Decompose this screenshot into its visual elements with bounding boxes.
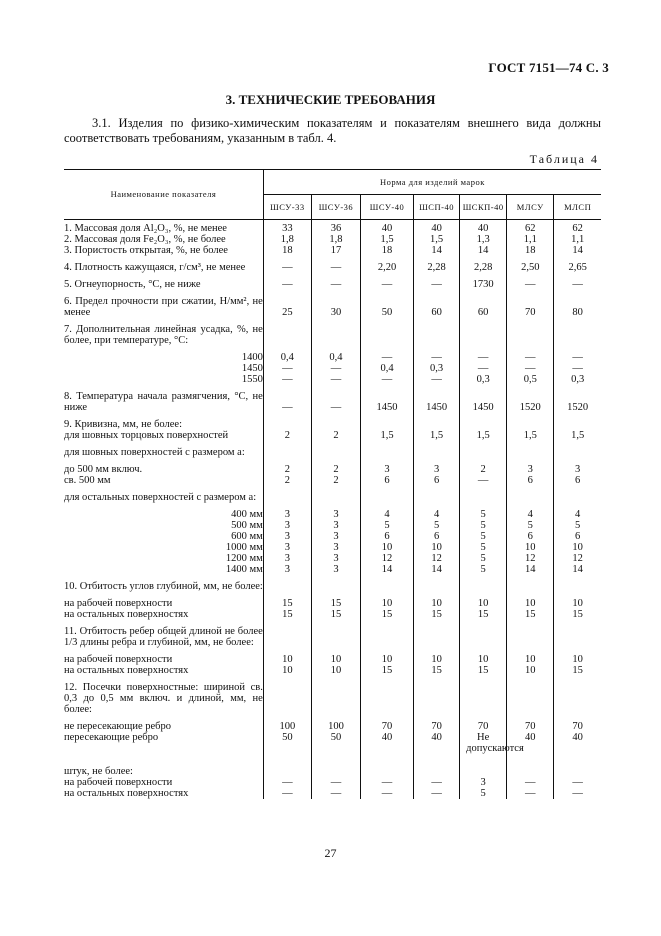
cell: 2 [460, 464, 507, 475]
cell: 70 [414, 721, 460, 732]
cell: 33 [263, 223, 311, 234]
cell: 10 [460, 654, 507, 665]
row-label: на рабочей поверхности [64, 777, 173, 788]
cell: 10 [554, 542, 601, 553]
row-r11a [64, 654, 601, 665]
cell: 14 [554, 245, 601, 256]
cell: — [414, 279, 460, 290]
row-r11 [64, 626, 601, 648]
cell: 0,5 [507, 374, 554, 385]
cell: — [414, 374, 460, 385]
cell: — [311, 777, 360, 788]
row-label: 500 мм [231, 520, 263, 531]
cell: 30 [311, 296, 360, 318]
cell: — [507, 352, 554, 363]
cell: 3 [263, 520, 311, 531]
cell: 18 [507, 245, 554, 256]
page-header: ГОСТ 7151—74 С. 3 [488, 60, 609, 75]
cell: 15 [263, 609, 311, 620]
cell: 1520 [507, 391, 554, 413]
cell: 5 [507, 520, 554, 531]
row-label: 1450 [241, 363, 263, 374]
cell: 3 [507, 464, 554, 475]
grade-header: ШСУ-36 [311, 195, 360, 220]
cell: 3 [311, 542, 360, 553]
row-r9c [64, 492, 601, 503]
cell: 5 [460, 564, 507, 575]
cell: — [507, 777, 554, 788]
cell: 1,3 [460, 234, 507, 245]
cell: 15 [460, 665, 507, 676]
row-r10a [64, 598, 601, 609]
cell: 0,4 [360, 363, 413, 374]
row-r12 [64, 682, 601, 715]
cell: 1,5 [507, 430, 554, 441]
cell: 15 [414, 609, 460, 620]
row-r10b [64, 609, 601, 620]
row-r3 [64, 245, 601, 256]
row-label: св. 500 мм [64, 475, 111, 486]
row-r10 [64, 581, 601, 592]
cell: 5 [414, 520, 460, 531]
cell: — [263, 788, 311, 799]
cell: 12 [360, 553, 413, 564]
cell: 1,1 [507, 234, 554, 245]
row-label: на остальных поверхностях [64, 609, 189, 620]
cell: — [360, 279, 413, 290]
cell: 15 [460, 609, 507, 620]
cell: 14 [360, 564, 413, 575]
grade-header: ШСУ-33 [263, 195, 311, 220]
cell: 10 [554, 654, 601, 665]
cell: 12 [554, 553, 601, 564]
row-label: 12. Посечки поверхностные: шириной св. 0,3 до 0,5 мм включ. и длиной, мм, не более: [64, 682, 263, 715]
row-label: пересекающие ребро [64, 732, 159, 743]
cell: 3 [311, 531, 360, 542]
row-r9c3 [64, 531, 601, 542]
row-label: 400 мм [231, 509, 263, 520]
cell: 3 [311, 564, 360, 575]
row-label: 1550 [241, 374, 263, 385]
cell: 6 [554, 531, 601, 542]
cell: 40 [554, 732, 601, 754]
header-norm: Норма для изделий марок [263, 170, 601, 195]
row-label: штук, не более: [64, 766, 133, 777]
cell: 1450 [460, 391, 507, 413]
cell: 10 [360, 598, 413, 609]
cell: 3 [311, 553, 360, 564]
row-label: на рабочей поверхности [64, 598, 173, 609]
cell: 4 [414, 509, 460, 520]
row-label: не пересекающие ребро [64, 721, 171, 732]
cell: Не допускаются [460, 732, 507, 754]
cell: 4 [554, 509, 601, 520]
cell: 5 [554, 520, 601, 531]
cell: 14 [414, 245, 460, 256]
row-label: 1400 [241, 352, 263, 363]
row-r12c1 [64, 777, 601, 788]
row-r11b [64, 665, 601, 676]
row-r9a [64, 430, 601, 441]
cell: 3 [263, 564, 311, 575]
row-label: 8. Температура начала размягчения, °С, не ниже [64, 391, 263, 413]
cell: 10 [507, 598, 554, 609]
row-label: 7. Дополнительная линейная усадка, %, не более, при температуре, °С: [64, 324, 263, 346]
cell: 80 [554, 296, 601, 318]
cell: 14 [554, 564, 601, 575]
cell: — [311, 391, 360, 413]
cell: 1520 [554, 391, 601, 413]
cell: 15 [360, 665, 413, 676]
row-label: до 500 мм включ. [64, 464, 143, 475]
cell: 60 [460, 296, 507, 318]
cell: — [311, 363, 360, 374]
cell: 40 [507, 732, 554, 754]
cell: 3 [460, 777, 507, 788]
cell: 2,28 [460, 262, 507, 273]
cell: — [460, 363, 507, 374]
header-name: Наименование показателя [64, 170, 263, 220]
row-label: 2. Массовая доля Fe₂O₃, %, не более [64, 234, 226, 245]
cell: 5 [460, 531, 507, 542]
row-r12a [64, 721, 601, 732]
cell: — [460, 352, 507, 363]
row-label: 3. Пористость открытая, %, не более [64, 245, 228, 256]
cell: 62 [554, 223, 601, 234]
row-r9b1 [64, 464, 601, 475]
cell: — [360, 352, 413, 363]
cell: 40 [360, 223, 413, 234]
cell: 18 [263, 245, 311, 256]
row-label: 10. Отбитость углов глубиной, мм, не более: [64, 581, 263, 592]
cell: — [507, 788, 554, 799]
row-r7 [64, 324, 601, 346]
row-r9 [64, 419, 601, 430]
row-r4 [64, 262, 601, 273]
row-r9c5 [64, 553, 601, 564]
row-r9c4 [64, 542, 601, 553]
row-label: 11. Отбитость ребер общей длиной не более 1/3 длины ребра и глубиной, мм, не более: [64, 626, 263, 648]
cell: 12 [507, 553, 554, 564]
row-r7c [64, 374, 601, 385]
cell: 2,50 [507, 262, 554, 273]
cell: 5 [460, 520, 507, 531]
row-label: для остальных поверхностей с размером a: [64, 492, 257, 503]
row-label: 1000 мм [225, 542, 263, 553]
cell: 3 [311, 520, 360, 531]
cell: 15 [311, 609, 360, 620]
cell: 1,5 [554, 430, 601, 441]
row-label: 1. Массовая доля Al₂O₃, %, не менее [64, 223, 227, 234]
cell: — [263, 262, 311, 273]
cell: 50 [360, 296, 413, 318]
cell: 15 [311, 598, 360, 609]
cell: 1,5 [414, 430, 460, 441]
cell: — [414, 352, 460, 363]
cell: 6 [360, 475, 413, 486]
grade-header: ШСУ-40 [360, 195, 413, 220]
cell: 15 [507, 609, 554, 620]
cell: — [311, 279, 360, 290]
cell: 2 [263, 430, 311, 441]
cell: 14 [414, 564, 460, 575]
row-r12c [64, 766, 601, 777]
cell: 1,8 [311, 234, 360, 245]
cell: 6 [507, 531, 554, 542]
cell: 1450 [360, 391, 413, 413]
cell: 10 [507, 665, 554, 676]
cell: 12 [414, 553, 460, 564]
cell: 10 [263, 654, 311, 665]
row-r5 [64, 279, 601, 290]
cell: 6 [507, 475, 554, 486]
cell: 70 [554, 721, 601, 732]
cell: 10 [460, 598, 507, 609]
cell: 6 [554, 475, 601, 486]
row-label: для шовных торцовых поверхностей [64, 430, 229, 441]
cell: 4 [360, 509, 413, 520]
table-caption: Таблица 4 [529, 152, 599, 166]
cell: 10 [414, 542, 460, 553]
cell: 10 [311, 665, 360, 676]
cell: — [507, 279, 554, 290]
cell: 5 [460, 509, 507, 520]
cell: — [414, 777, 460, 788]
cell: 0,4 [311, 352, 360, 363]
cell: 2 [263, 475, 311, 486]
cell: — [263, 777, 311, 788]
cell: 1,5 [360, 234, 413, 245]
cell: — [414, 788, 460, 799]
row-r9c2 [64, 520, 601, 531]
cell: 10 [507, 654, 554, 665]
cell: — [311, 788, 360, 799]
row-label: для шовных поверхностей с размером a: [64, 447, 245, 458]
cell: 17 [311, 245, 360, 256]
cell: — [360, 374, 413, 385]
cell: 1730 [460, 279, 507, 290]
table-body [64, 220, 601, 800]
row-r9c6 [64, 564, 601, 575]
cell: 100 [263, 721, 311, 732]
cell: 3 [263, 509, 311, 520]
row-label: 9. Кривизна, мм, не более: [64, 419, 183, 430]
cell: — [263, 279, 311, 290]
cell: 0,3 [414, 363, 460, 374]
cell: 5 [360, 520, 413, 531]
row-r7a [64, 352, 601, 363]
cell: 5 [460, 542, 507, 553]
cell: — [311, 374, 360, 385]
cell: 10 [263, 665, 311, 676]
cell: — [311, 262, 360, 273]
row-r1 [64, 223, 601, 234]
cell: 1450 [414, 391, 460, 413]
row-r6 [64, 296, 601, 318]
cell: — [460, 475, 507, 486]
cell: 40 [360, 732, 413, 754]
cell: 60 [414, 296, 460, 318]
cell: 15 [263, 598, 311, 609]
cell: 5 [460, 553, 507, 564]
cell: 0,4 [263, 352, 311, 363]
row-r12c2 [64, 788, 601, 799]
requirements-table [64, 169, 601, 799]
cell: 2 [311, 430, 360, 441]
cell: 100 [311, 721, 360, 732]
cell: 70 [360, 721, 413, 732]
cell: — [554, 352, 601, 363]
row-r9b2 [64, 475, 601, 486]
row-r12b [64, 732, 601, 754]
cell: 40 [414, 732, 460, 754]
cell: — [263, 363, 311, 374]
cell: — [554, 279, 601, 290]
row-label: на рабочей поверхности [64, 654, 173, 665]
cell: — [360, 788, 413, 799]
row-label: 6. Предел прочности при сжатии, Н/мм², не менее [64, 296, 263, 318]
cell: 10 [414, 598, 460, 609]
cell: 1,5 [414, 234, 460, 245]
cell: 3 [311, 509, 360, 520]
grade-header: ШСКП-40 [460, 195, 507, 220]
cell: 10 [360, 542, 413, 553]
cell: — [554, 363, 601, 374]
cell: 6 [414, 475, 460, 486]
cell: 50 [263, 732, 311, 754]
row-label: 4. Плотность кажущаяся, г/см³, не менее [64, 262, 246, 273]
row-r7b [64, 363, 601, 374]
intro-paragraph: 3.1. Изделия по физико-химическим показателям и показателям внешнего вида должны соответствовать требованиям, указанным в табл. 4. [64, 116, 601, 145]
row-r9b [64, 447, 601, 458]
cell: — [554, 777, 601, 788]
cell: 40 [414, 223, 460, 234]
cell: 14 [460, 245, 507, 256]
cell: 70 [460, 721, 507, 732]
cell: 10 [360, 654, 413, 665]
cell: 0,3 [554, 374, 601, 385]
cell: 3 [263, 542, 311, 553]
row-r2 [64, 234, 601, 245]
cell: 5 [460, 788, 507, 799]
grade-header: МЛСУ [507, 195, 554, 220]
grade-header: ШСП-40 [414, 195, 460, 220]
cell: 15 [554, 609, 601, 620]
cell: 10 [507, 542, 554, 553]
page-number: 27 [324, 846, 337, 860]
row-label: 600 мм [231, 531, 263, 542]
row-r9c1 [64, 509, 601, 520]
section-title: 3. ТЕХНИЧЕСКИЕ ТРЕБОВАНИЯ [225, 92, 436, 107]
cell: — [507, 363, 554, 374]
row-label: на остальных поверхностях [64, 788, 189, 799]
cell: 0,3 [460, 374, 507, 385]
cell: 10 [554, 598, 601, 609]
cell: 1,5 [360, 430, 413, 441]
cell: 10 [414, 654, 460, 665]
cell: 3 [263, 553, 311, 564]
cell: 15 [360, 609, 413, 620]
cell: 15 [414, 665, 460, 676]
row-label: 1400 мм [225, 564, 263, 575]
cell: 2,28 [414, 262, 460, 273]
grade-header: МЛСП [554, 195, 601, 220]
cell: 70 [507, 721, 554, 732]
row-label: 5. Огнеупорность, °С, не ниже [64, 279, 201, 290]
cell: 6 [414, 531, 460, 542]
cell: 18 [360, 245, 413, 256]
cell: 3 [360, 464, 413, 475]
row-r8 [64, 391, 601, 413]
cell: 14 [507, 564, 554, 575]
cell: 6 [360, 531, 413, 542]
cell: 3 [414, 464, 460, 475]
cell: 36 [311, 223, 360, 234]
cell: 10 [311, 654, 360, 665]
row-label: на остальных поверхностях [64, 665, 189, 676]
cell: 50 [311, 732, 360, 754]
cell: 2,65 [554, 262, 601, 273]
cell: 3 [263, 531, 311, 542]
cell: 1,5 [460, 430, 507, 441]
cell: — [263, 391, 311, 413]
cell: 40 [460, 223, 507, 234]
cell: 2,20 [360, 262, 413, 273]
cell: 1,8 [263, 234, 311, 245]
cell: 70 [507, 296, 554, 318]
cell: 1,1 [554, 234, 601, 245]
cell: 15 [554, 665, 601, 676]
cell: 2 [311, 464, 360, 475]
cell: 3 [554, 464, 601, 475]
row-label: 1200 мм [225, 553, 263, 564]
cell: 2 [311, 475, 360, 486]
cell: 4 [507, 509, 554, 520]
cell: 25 [263, 296, 311, 318]
cell: 62 [507, 223, 554, 234]
cell: — [554, 788, 601, 799]
cell: — [360, 777, 413, 788]
cell: — [263, 374, 311, 385]
cell: 2 [263, 464, 311, 475]
